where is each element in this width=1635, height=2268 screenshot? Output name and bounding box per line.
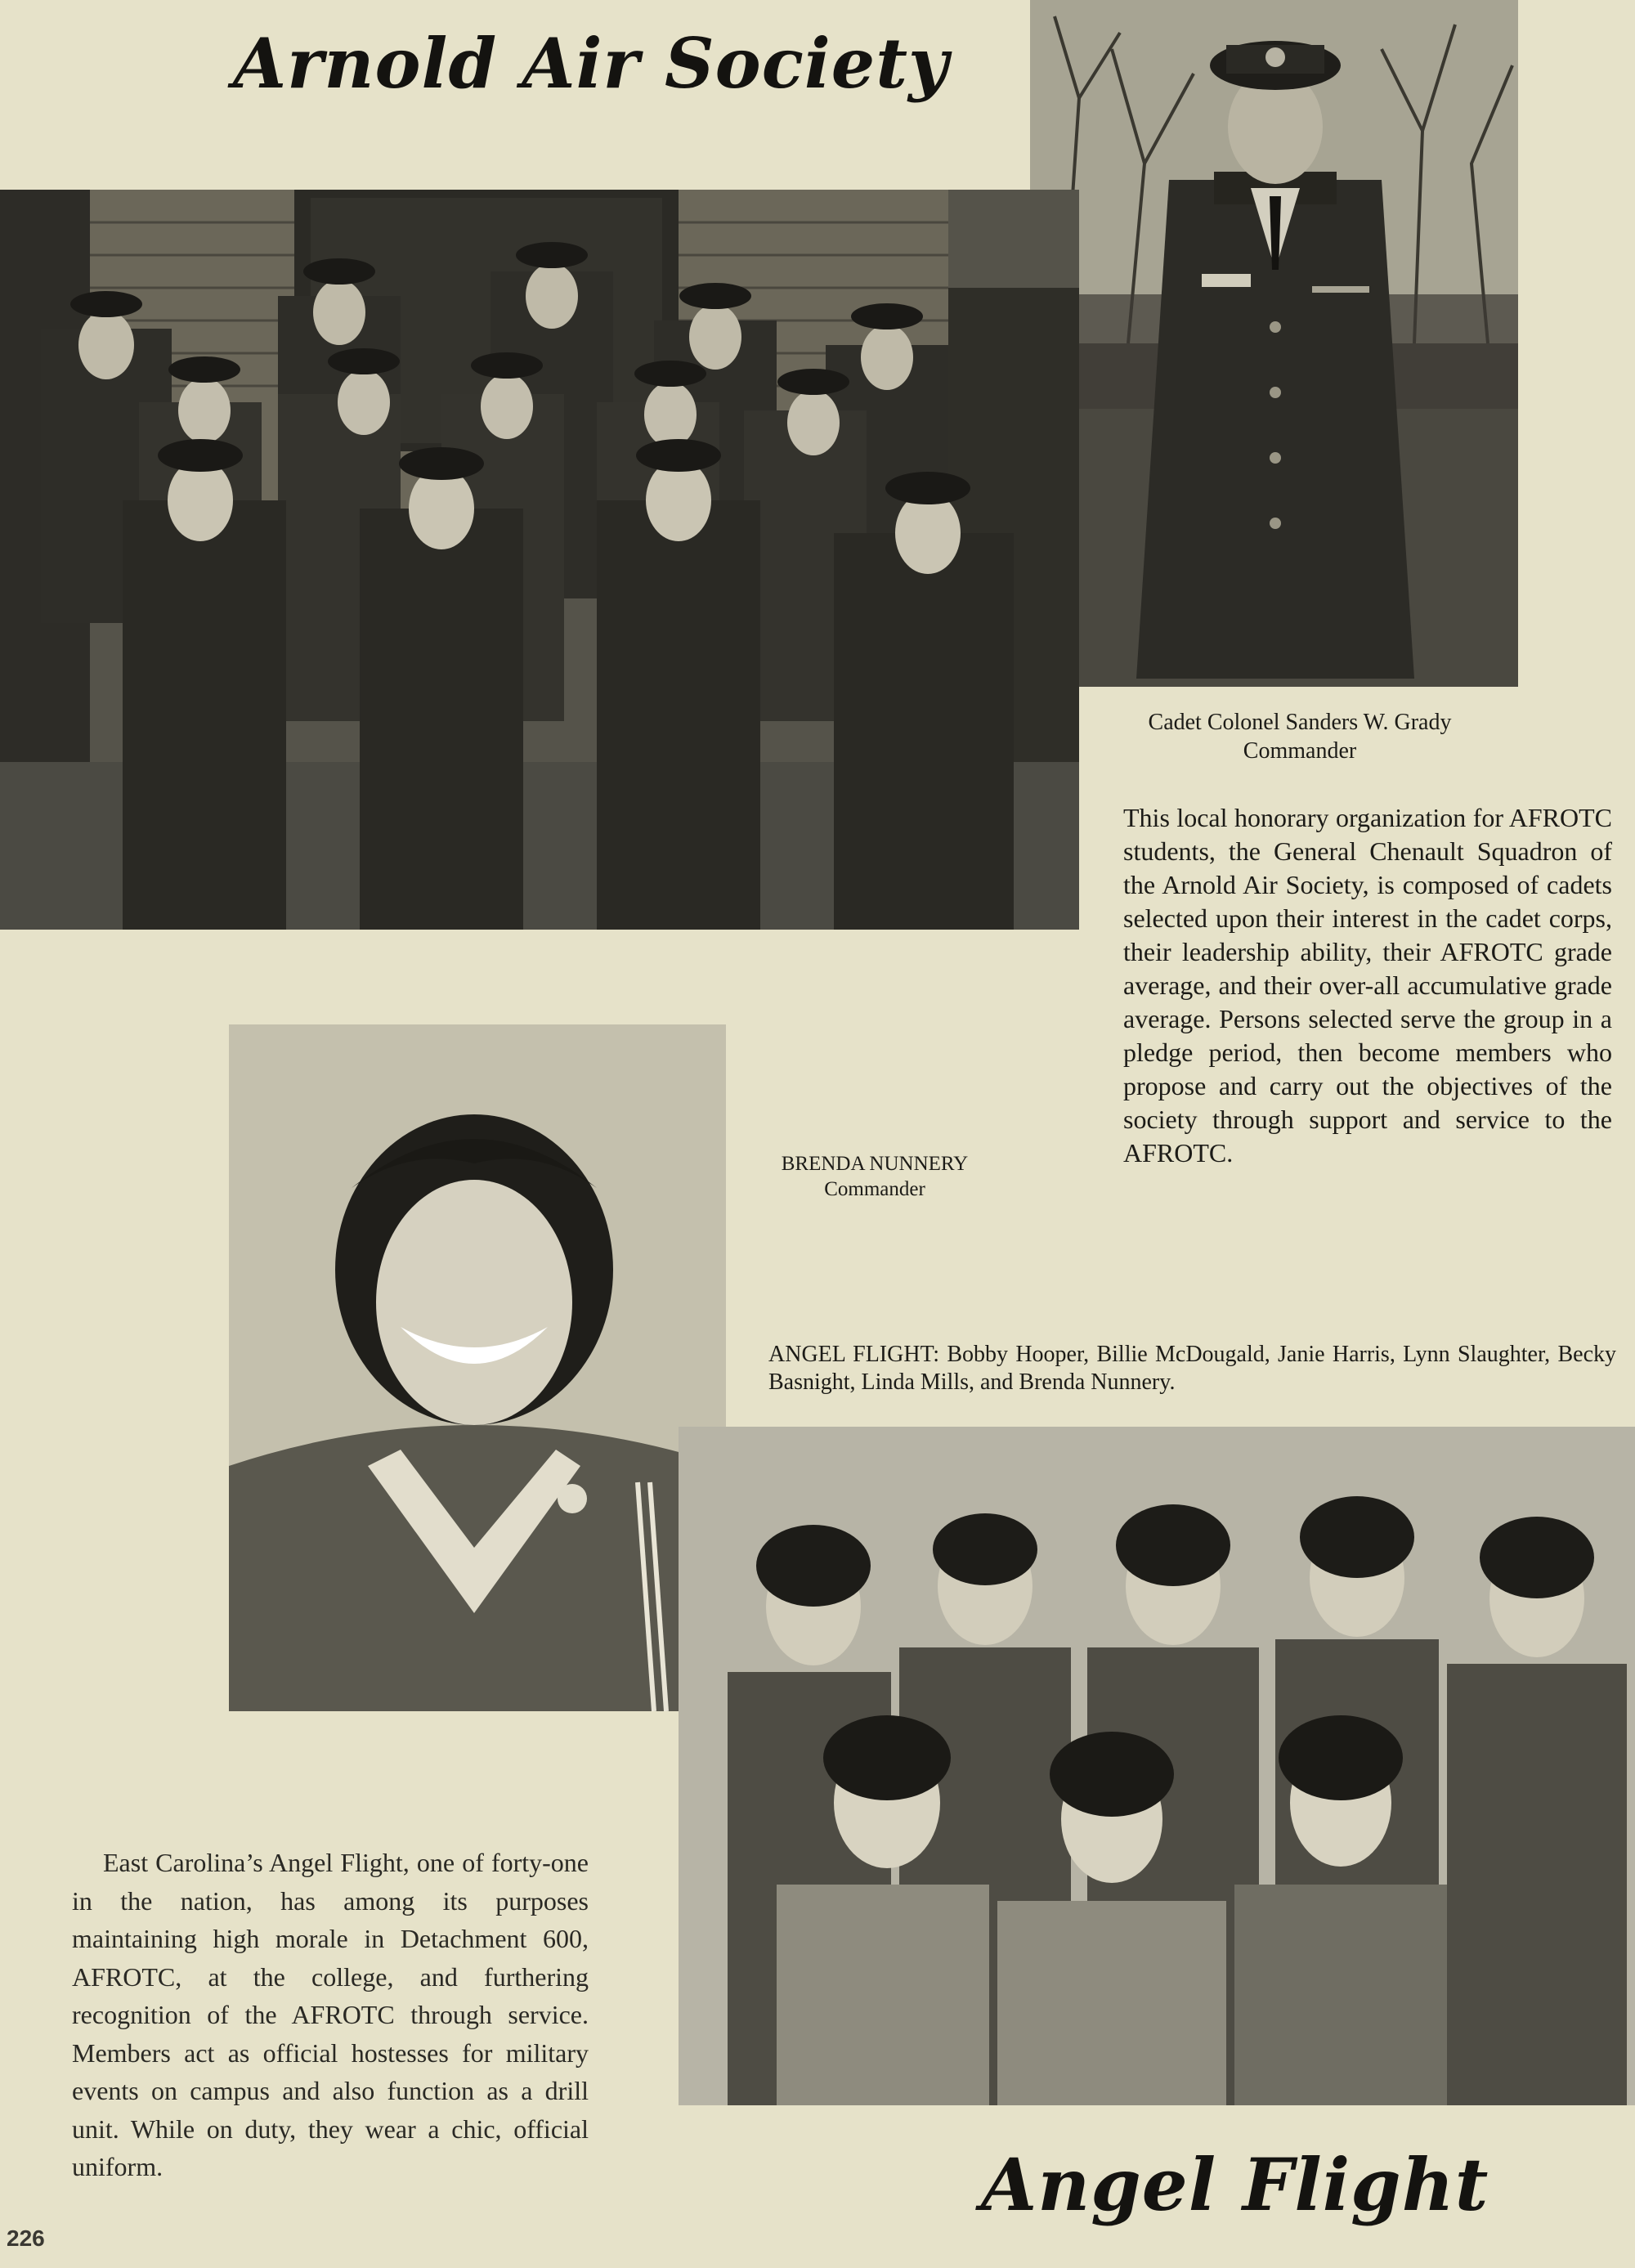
angel-members-list: Bobby Hooper, Billie McDougald, Janie Harris, Lynn Slaughter, Becky Basnight, Linda Mills, and Brenda Nunnery. — [768, 1342, 1616, 1395]
angel-commander-name: BRENDA NUNNERY — [781, 1153, 969, 1175]
page-number: 226 — [7, 2225, 45, 2251]
cadet-commander-caption — [1079, 708, 1521, 765]
angel-description: East Carolina’s Angel Flight, one of forty-one in the nation, has among its purposes maintaining high morale in Detachment 600, AFROTC, at the college, and furthering recognition of the AFROTC through service. Members act as official hostesses for military events on campus and also function as a drill unit. While on duty, they wear a chic, official uniform. — [72, 1848, 589, 2181]
arnold-title: Arnold Air Society — [233, 23, 949, 104]
angel-flight-group-photo — [679, 1427, 1635, 2105]
cadet-group-photo-image — [0, 190, 1079, 930]
angel-members-label: ANGEL FLIGHT: — [768, 1342, 940, 1367]
cadet-commander-portrait — [1030, 0, 1518, 687]
angel-members-caption — [768, 1341, 1616, 1396]
cadet-commander-portrait-image — [1030, 0, 1518, 687]
arnold-description: This local honorary organization for AFROTC students, the General Chenault Squadron of the Arnold Air Society, is composed of cadets selected upon their interest in the cadet corps, their leadership ability, their AFROTC grade average, and their over-all accumulative grade average. Persons selected serve the group in a pledge period, then become members who propose and carry out the objectives of the society through support and service to the AFROTC. — [1123, 803, 1612, 1168]
angel-title: Angel Flight — [981, 2142, 1489, 2227]
angel-flight-group-photo-image — [679, 1427, 1635, 2105]
cadet-commander-role: Commander — [1243, 738, 1357, 764]
angel-commander-portrait-image — [229, 1024, 726, 1711]
cadet-commander-name: Cadet Colonel Sanders W. Grady — [1148, 710, 1452, 735]
cadet-group-photo — [0, 190, 1079, 930]
angel-commander-role: Commander — [824, 1178, 925, 1201]
angel-commander-portrait — [229, 1024, 726, 1711]
angel-commander-caption — [760, 1151, 989, 1203]
